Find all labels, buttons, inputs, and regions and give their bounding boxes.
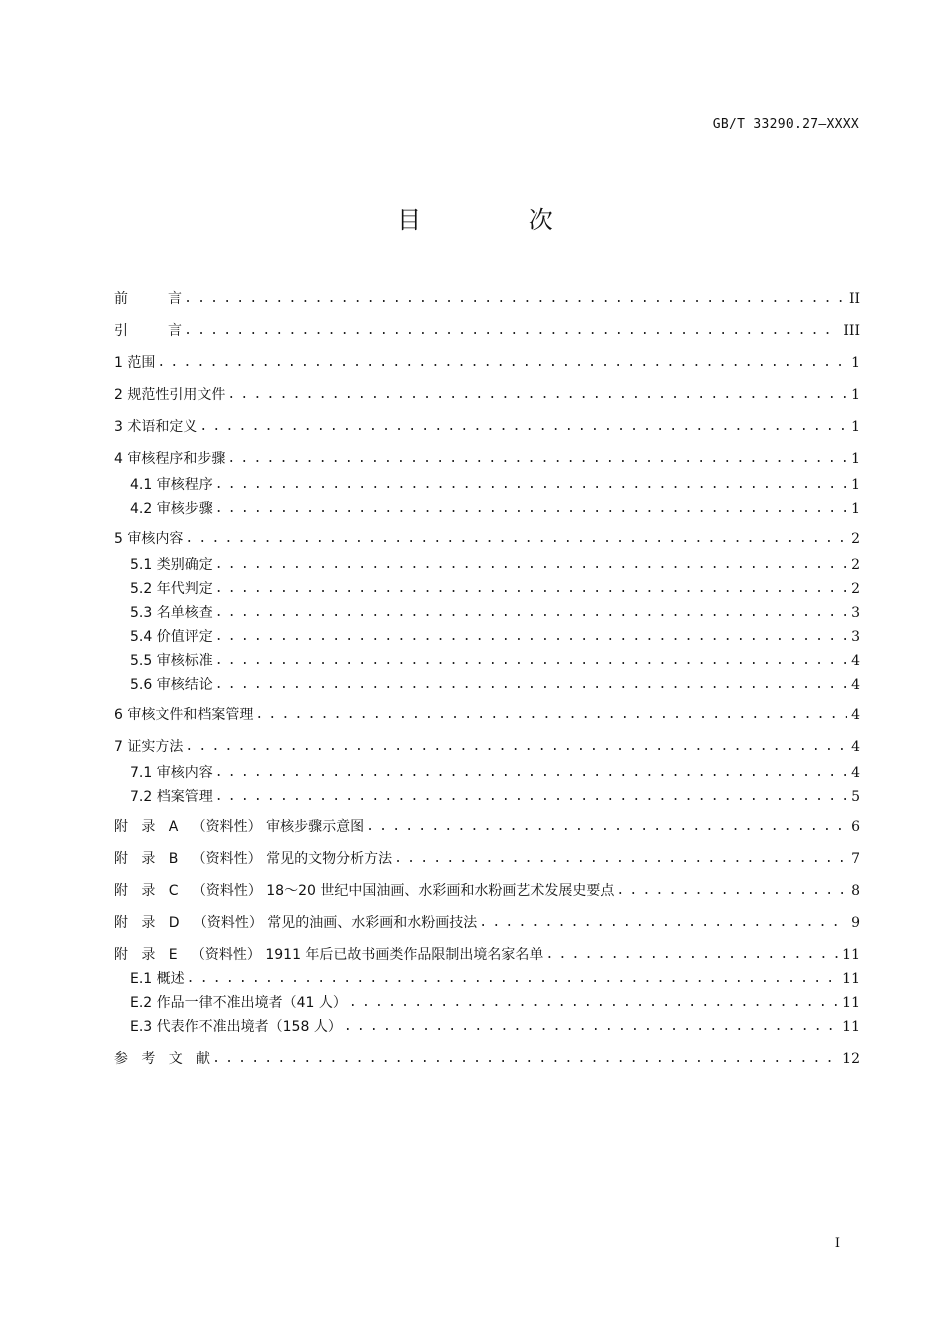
toc-entry-page: 1 (851, 451, 860, 467)
toc-leader-dots (215, 763, 847, 783)
toc-entry-label: 5 审核内容 (114, 531, 184, 547)
toc-entry-page: 4 (851, 765, 860, 781)
toc-entry-page: 12 (842, 1051, 860, 1067)
toc-leader-dots (255, 705, 847, 725)
toc-entry[interactable] (114, 881, 860, 901)
toc-entry-label: 参 考 文 献 (114, 1051, 211, 1067)
toc-entry-label: 附 录 D （资料性） 常见的油画、水彩画和水粉画技法 (114, 915, 478, 931)
toc-entry-label: 附 录 A （资料性） 审核步骤示意图 (114, 819, 365, 835)
toc-entry-page: 7 (851, 851, 860, 867)
toc-entry[interactable] (114, 579, 860, 599)
toc-entry[interactable] (114, 529, 860, 549)
document-id: GB/T 33290.27—XXXX (712, 117, 859, 132)
toc-leader-dots (394, 849, 847, 869)
toc-entry-label: E.3 代表作不准出境者（158 人） (130, 1019, 342, 1035)
toc-entry[interactable] (114, 1017, 860, 1037)
toc-leader-dots (215, 579, 847, 599)
toc-entry-label: 5.5 审核标准 (130, 653, 213, 669)
toc-leader-dots (215, 499, 847, 519)
toc-entry-page: 8 (851, 883, 860, 899)
toc-entry-label: 7.1 审核内容 (130, 765, 213, 781)
footer-page-number: I (834, 1236, 840, 1251)
toc-entry-label: 5.4 价值评定 (130, 629, 213, 645)
toc-entry-label: 3 术语和定义 (114, 419, 198, 435)
toc-entry-label: 2 规范性引用文件 (114, 387, 226, 403)
toc-entry-label: 附 录 B （资料性） 常见的文物分析方法 (114, 851, 393, 867)
toc-entry-label: E.2 作品一律不准出境者（41 人） (130, 995, 347, 1011)
toc-entry-page: 1 (851, 387, 860, 403)
toc-entry-page: 5 (851, 789, 860, 805)
toc-entry-label: E.1 概述 (130, 971, 185, 987)
toc-leader-dots (215, 555, 847, 575)
toc-entry-label: 4.2 审核步骤 (130, 501, 213, 517)
toc-leader-dots (366, 817, 847, 837)
toc-entry[interactable] (114, 417, 860, 437)
toc-entry-page: 2 (851, 531, 860, 547)
toc-entry[interactable] (114, 913, 860, 933)
toc-leader-dots (479, 913, 847, 933)
toc-entry[interactable] (114, 321, 860, 341)
toc-entry-page: 11 (842, 947, 860, 963)
toc-entry-label: 引 言 (114, 323, 183, 339)
toc-entry-label: 前 言 (114, 291, 183, 307)
toc-entry-label: 附 录 C （资料性） 18～20 世纪中国油画、水彩画和水粉画艺术发展史要点 (114, 883, 615, 899)
toc-leader-dots (215, 787, 847, 807)
toc-entry-page: 11 (842, 1019, 860, 1035)
toc-entry[interactable] (114, 737, 860, 757)
toc-entry-page: 4 (851, 739, 860, 755)
toc-entry[interactable] (114, 1049, 860, 1069)
toc-entry[interactable] (114, 385, 860, 405)
toc-leader-dots (157, 353, 847, 373)
toc-entry[interactable] (114, 787, 860, 807)
toc-entry[interactable] (114, 763, 860, 783)
toc-leader-dots (215, 651, 847, 671)
toc-entry-page: 4 (851, 677, 860, 693)
toc-leader-dots (185, 529, 847, 549)
toc-leader-dots (349, 993, 838, 1013)
toc-entry-page: 4 (851, 707, 860, 723)
toc-entry[interactable] (114, 627, 860, 647)
toc-entry-page: 1 (851, 419, 860, 435)
toc-leader-dots (187, 969, 839, 989)
toc-leader-dots (215, 627, 847, 647)
toc-entry-page: 3 (851, 605, 860, 621)
toc-entry[interactable] (114, 499, 860, 519)
toc-entry[interactable] (114, 945, 860, 965)
toc-entry[interactable] (114, 969, 860, 989)
toc-entry[interactable] (114, 675, 860, 695)
toc-entry[interactable] (114, 449, 860, 469)
toc-entry-label: 5.1 类别确定 (130, 557, 213, 573)
toc-leader-dots (344, 1017, 838, 1037)
toc-entry[interactable] (114, 603, 860, 623)
toc-entry[interactable] (114, 817, 860, 837)
toc-entry[interactable] (114, 651, 860, 671)
toc-entry-page: 2 (851, 557, 860, 573)
toc-entry-label: 5.2 年代判定 (130, 581, 213, 597)
toc-entry[interactable] (114, 993, 860, 1013)
toc-entry-page: 11 (842, 995, 860, 1011)
toc-entry-page: 1 (851, 501, 860, 517)
toc-leader-dots (227, 449, 847, 469)
toc-entry-page: 4 (851, 653, 860, 669)
toc-entry[interactable] (114, 849, 860, 869)
toc-leader-dots (184, 289, 845, 309)
toc-entry[interactable] (114, 353, 860, 373)
toc-entry-page: 1 (851, 477, 860, 493)
toc-leader-dots (185, 737, 847, 757)
toc-entry-page: 9 (851, 915, 860, 931)
toc-leader-dots (215, 675, 847, 695)
toc-leader-dots (545, 945, 838, 965)
toc-entry[interactable] (114, 705, 860, 725)
toc-leader-dots (227, 385, 847, 405)
toc-leader-dots (184, 321, 839, 341)
toc-entry-label: 4 审核程序和步骤 (114, 451, 226, 467)
toc-entry-page: 11 (842, 971, 860, 987)
toc-leader-dots (215, 475, 847, 495)
toc-entry-page: 2 (851, 581, 860, 597)
toc-entry-page: II (848, 291, 860, 307)
toc-entry-label: 1 范围 (114, 355, 156, 371)
toc-entry-label: 5.6 审核结论 (130, 677, 213, 693)
toc-entry-page: 1 (851, 355, 860, 371)
toc-entry-label: 5.3 名单核查 (130, 605, 213, 621)
toc-leader-dots (212, 1049, 838, 1069)
toc-leader-dots (616, 881, 847, 901)
toc-entry-label: 6 审核文件和档案管理 (114, 707, 254, 723)
page-title: 目 次 (397, 206, 603, 234)
toc-entry[interactable] (114, 475, 860, 495)
toc-entry-label: 4.1 审核程序 (130, 477, 213, 493)
toc-entry[interactable] (114, 289, 860, 309)
toc-leader-dots (199, 417, 847, 437)
toc-entry-label: 附 录 E （资料性） 1911 年后已故书画类作品限制出境名家名单 (114, 947, 544, 963)
toc-entry-page: 3 (851, 629, 860, 645)
toc-entry-page: 6 (851, 819, 860, 835)
toc-leader-dots (215, 603, 847, 623)
toc-entry-label: 7 证实方法 (114, 739, 184, 755)
toc-entry-label: 7.2 档案管理 (130, 789, 213, 805)
toc-entry-page: III (843, 323, 860, 339)
toc-entry[interactable] (114, 555, 860, 575)
